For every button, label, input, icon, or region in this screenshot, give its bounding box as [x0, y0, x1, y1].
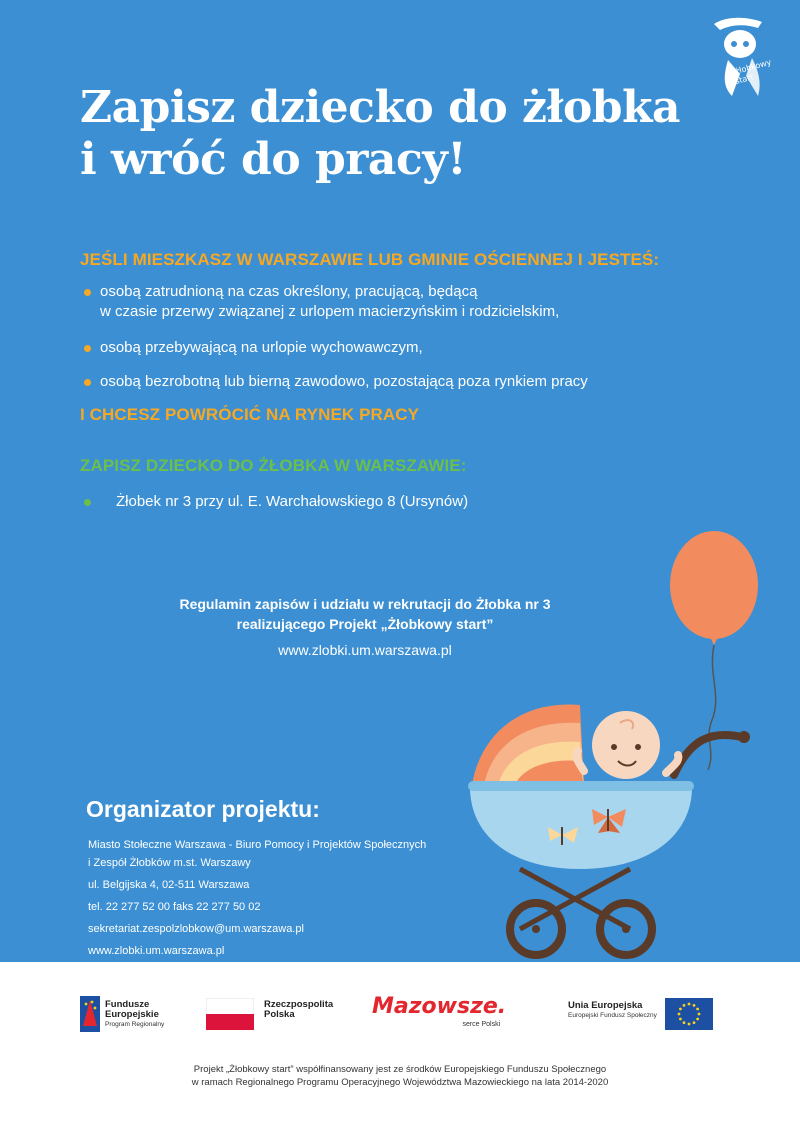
- organizer-line-1: Miasto Stołeczne Warszawa - Biuro Pomocy i Projektów Społecznych: [88, 839, 427, 851]
- cofinance-note: [0, 1063, 800, 1089]
- ue-line-2: Europejski Fundusz Społeczny: [568, 1011, 657, 1019]
- list-item: [84, 282, 559, 322]
- rules-line-2: realizującego Projekt „Żłobkowy start”: [236, 616, 494, 632]
- ue-line-1: Unia Europejska: [568, 999, 643, 1011]
- list-item-text: Żłobek nr 3 przy ul. E. Warchałowskiego 8 (Ursynów): [116, 493, 469, 510]
- unia-europejska-logo: [568, 998, 713, 1030]
- page-title: [80, 82, 680, 186]
- rp-line-2: Polska: [264, 1009, 295, 1020]
- list-item-text: osobą zatrudnioną na czas określony, pracującą, będącą: [100, 283, 478, 300]
- eligibility-heading: JEŚLI MIESZKASZ W WARSZAWIE LUB GMINIE OŚCIENNEJ I JESTEŚ:: [80, 250, 660, 269]
- list-item-text: osobą przebywającą na urlopie wychowawczym,: [100, 339, 423, 356]
- zlobkowy-warszawa-logo: [706, 14, 776, 104]
- organizer-email-link[interactable]: sekretariat.zespolzlobkow@um.warszawa.pl: [88, 923, 304, 935]
- baby-icon: [576, 711, 678, 779]
- eu-flag-icon: [665, 998, 713, 1030]
- stroller-hood: [472, 705, 584, 787]
- fe-line-3: Program Regionalny: [105, 1020, 165, 1028]
- logo-text-1: żłobkowy: [734, 57, 773, 76]
- rules-url-link[interactable]: www.zlobki.um.warszawa.pl: [278, 642, 452, 658]
- bullet-dot-icon: [84, 289, 91, 296]
- mazowsze-name: Mazowsze.: [372, 994, 507, 1019]
- bullet-dot-icon: [84, 379, 91, 386]
- return-heading: I CHCESZ POWRÓCIĆ NA RYNEK PRACY: [80, 405, 420, 424]
- baby-stroller-illustration: [460, 525, 770, 962]
- rp-line-1: Rzeczpospolita: [264, 999, 334, 1010]
- wheel-icon: [510, 903, 562, 955]
- rules-line-1: Regulamin zapisów i udziału w rekrutacji do Żłobka nr 3: [179, 596, 551, 612]
- wheel-icon: [600, 903, 652, 955]
- cofinance-line-2: w ramach Regionalnego Programu Operacyjnego Województwa Mazowieckiego na lata 2014-2020: [191, 1077, 609, 1088]
- list-item: [84, 372, 588, 392]
- title-line-2: i wróć do pracy!: [80, 134, 467, 185]
- fe-stars-icon: [80, 996, 100, 1032]
- logo-text-2: start: [734, 72, 755, 86]
- organizer-phone: tel. 22 277 52 00 faks 22 277 50 02: [88, 901, 261, 913]
- cofinance-line-1: Projekt „Żłobkowy start” współfinansowany jest ze środków Europejskiego Funduszu Społecznego: [193, 1064, 607, 1075]
- bullet-dot-icon: [84, 499, 91, 506]
- fe-line-2: Europejskie: [105, 1008, 159, 1020]
- list-item: [84, 492, 468, 512]
- organizer-line-2: i Zespół Żłobków m.st. Warszawy: [88, 857, 251, 869]
- fe-line-1: Fundusze: [105, 998, 150, 1010]
- fundusze-europejskie-logo: [80, 996, 164, 1032]
- list-item-text: osobą bezrobotną lub bierną zawodowo, pozostającą poza rynkiem pracy: [100, 373, 588, 390]
- mazowsze-tagline: serce Polski: [462, 1021, 501, 1028]
- title-line-1: Zapisz dziecko do żłobka: [80, 82, 681, 133]
- organizer-address: ul. Belgijska 4, 02-511 Warszawa: [88, 879, 250, 891]
- rzeczpospolita-polska-logo: [206, 998, 333, 1030]
- organizer-web-link[interactable]: www.zlobki.um.warszawa.pl: [88, 945, 225, 957]
- organizer-title: Organizator projektu:: [86, 796, 320, 822]
- bullet-dot-icon: [84, 345, 91, 352]
- mazowsze-logo: [372, 994, 506, 1030]
- organizer-details: [88, 836, 426, 960]
- polish-flag-icon: [206, 998, 254, 1030]
- list-item-text: w czasie przerwy związanej z urlopem macierzyńskim i rodzicielskim,: [100, 303, 560, 320]
- list-item: [84, 338, 423, 358]
- enroll-heading: ZAPISZ DZIECKO DO ŻŁOBKA W WARSZAWIE:: [80, 456, 467, 475]
- funding-logos: [0, 990, 800, 1040]
